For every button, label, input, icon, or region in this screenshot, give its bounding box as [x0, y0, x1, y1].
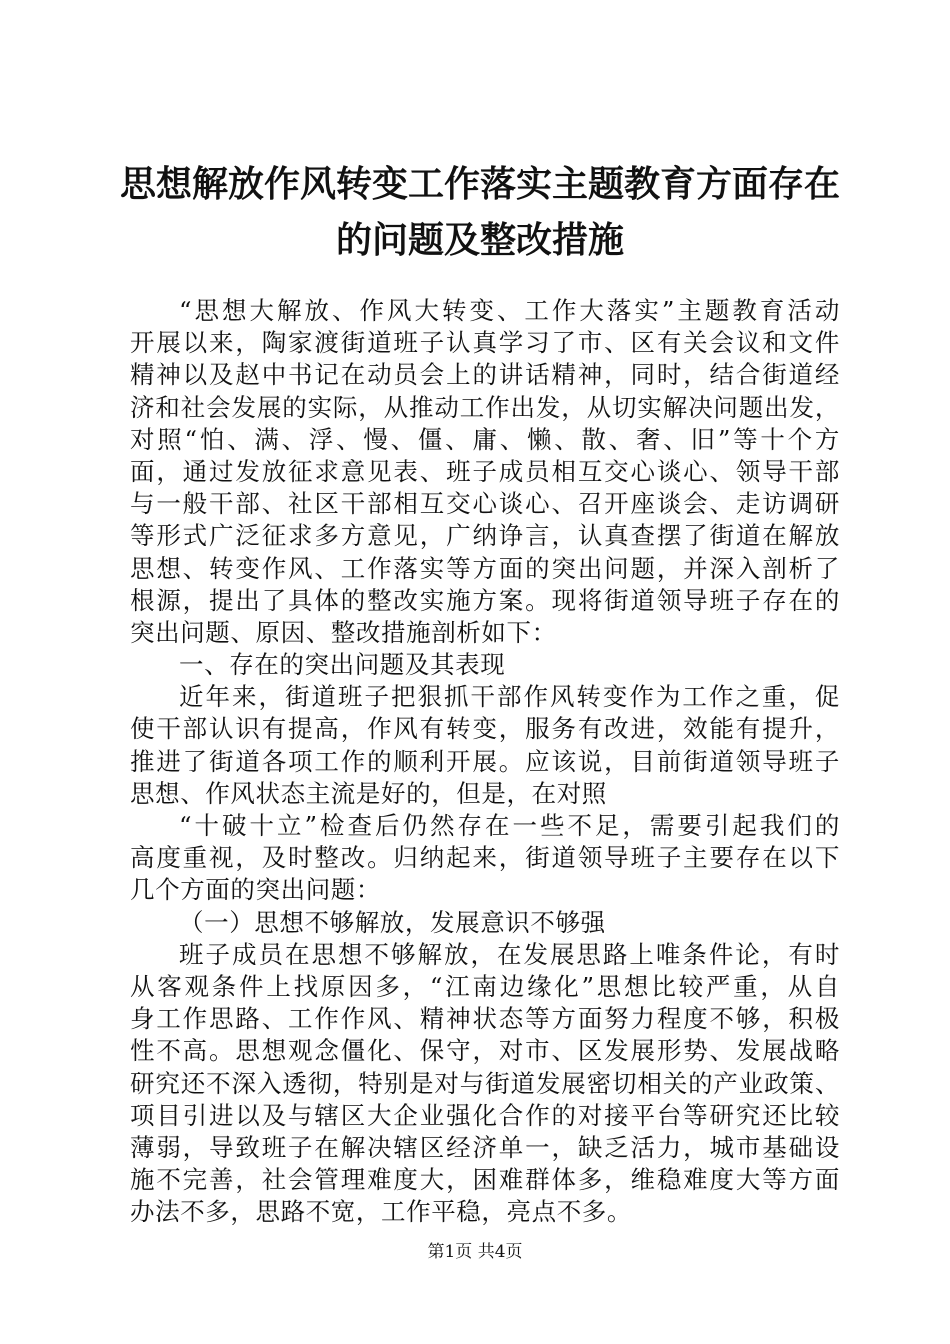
text-line: “思想大解放、作风大转变、工作大落实”主题教育活动: [179, 296, 840, 325]
text-line: 推进了街道各项工作的顺利开展。应该说，目前街道领导班子: [130, 746, 840, 776]
text-line: 薄弱，导致班子在解决辖区经济单一，缺乏活力，城市基础设: [130, 1132, 840, 1162]
text-line: 从客观条件上找原因多，“江南边缘化”思想比较严重，从自: [130, 971, 840, 1001]
text-line: 精神以及赵中书记在动员会上的讲话精神，同时，结合街道经: [130, 360, 840, 390]
text-line: 一、存在的突出问题及其表现: [179, 650, 506, 680]
text-line: 研究还不深入透彻，特别是对与街道发展密切相关的产业政策、: [130, 1068, 840, 1098]
text-line: 开展以来，陶家渡街道班子认真学习了市、区有关会议和文件: [130, 328, 840, 358]
text-line: 济和社会发展的实际，从推动工作出发，从切实解决问题出发，: [130, 392, 840, 422]
text-line: 根源，提出了具体的整改实施方案。现将街道领导班子存在的: [130, 585, 840, 615]
text-line: 性不高。思想观念僵化、保守，对市、区发展形势、发展战略: [130, 1036, 840, 1066]
text-line: 对照“怕、满、浮、慢、僵、庸、懒、散、奢、旧”等十个方: [130, 424, 840, 454]
text-line: 思想、作风状态主流是好的，但是，在对照: [130, 778, 607, 808]
text-line: “十破十立”检查后仍然存在一些不足，需要引起我们的: [179, 811, 840, 840]
text-line: 与一般干部、社区干部相互交心谈心、召开座谈会、走访调研: [130, 489, 840, 519]
text-line: 近年来，街道班子把狠抓干部作风转变作为工作之重，促: [179, 682, 840, 712]
text-line: 身工作思路、工作作风、精神状态等方面努力程度不够，积极: [130, 1004, 840, 1034]
text-line: 高度重视，及时整改。归纳起来，街道领导班子主要存在以下: [130, 843, 840, 873]
text-line: 思想、转变作风、工作落实等方面的突出问题，并深入剖析了: [130, 553, 840, 583]
text-line: 项目引进以及与辖区大企业强化合作的对接平台等研究还比较: [130, 1100, 840, 1130]
document-title-line-1: 思想解放作风转变工作落实主题教育方面存在: [119, 163, 840, 205]
text-line: 突出问题、原因、整改措施剖析如下：: [130, 617, 557, 647]
text-line: （一）思想不够解放，发展意识不够强: [179, 907, 606, 937]
document-body: [130, 295, 840, 1228]
text-line: 几个方面的突出问题：: [130, 875, 381, 905]
text-line: 等形式广泛征求多方意见，广纳诤言，认真查摆了街道在解放: [130, 521, 840, 551]
page-footer: 第1页 共4页: [427, 1242, 523, 1262]
text-line: 班子成员在思想不够解放，在发展思路上唯条件论，有时: [179, 939, 840, 969]
text-line: 施不完善，社会管理难度大，困难群体多，维稳难度大等方面: [130, 1165, 840, 1195]
text-line: 办法不多，思路不宽，工作平稳，亮点不多。: [130, 1197, 632, 1227]
document-title-line-2: 的问题及整改措施: [335, 219, 624, 261]
text-line: 使干部认识有提高，作风有转变，服务有改进，效能有提升，: [130, 714, 840, 744]
text-line: 面，通过发放征求意见表、班子成员相互交心谈心、领导干部: [130, 456, 840, 486]
